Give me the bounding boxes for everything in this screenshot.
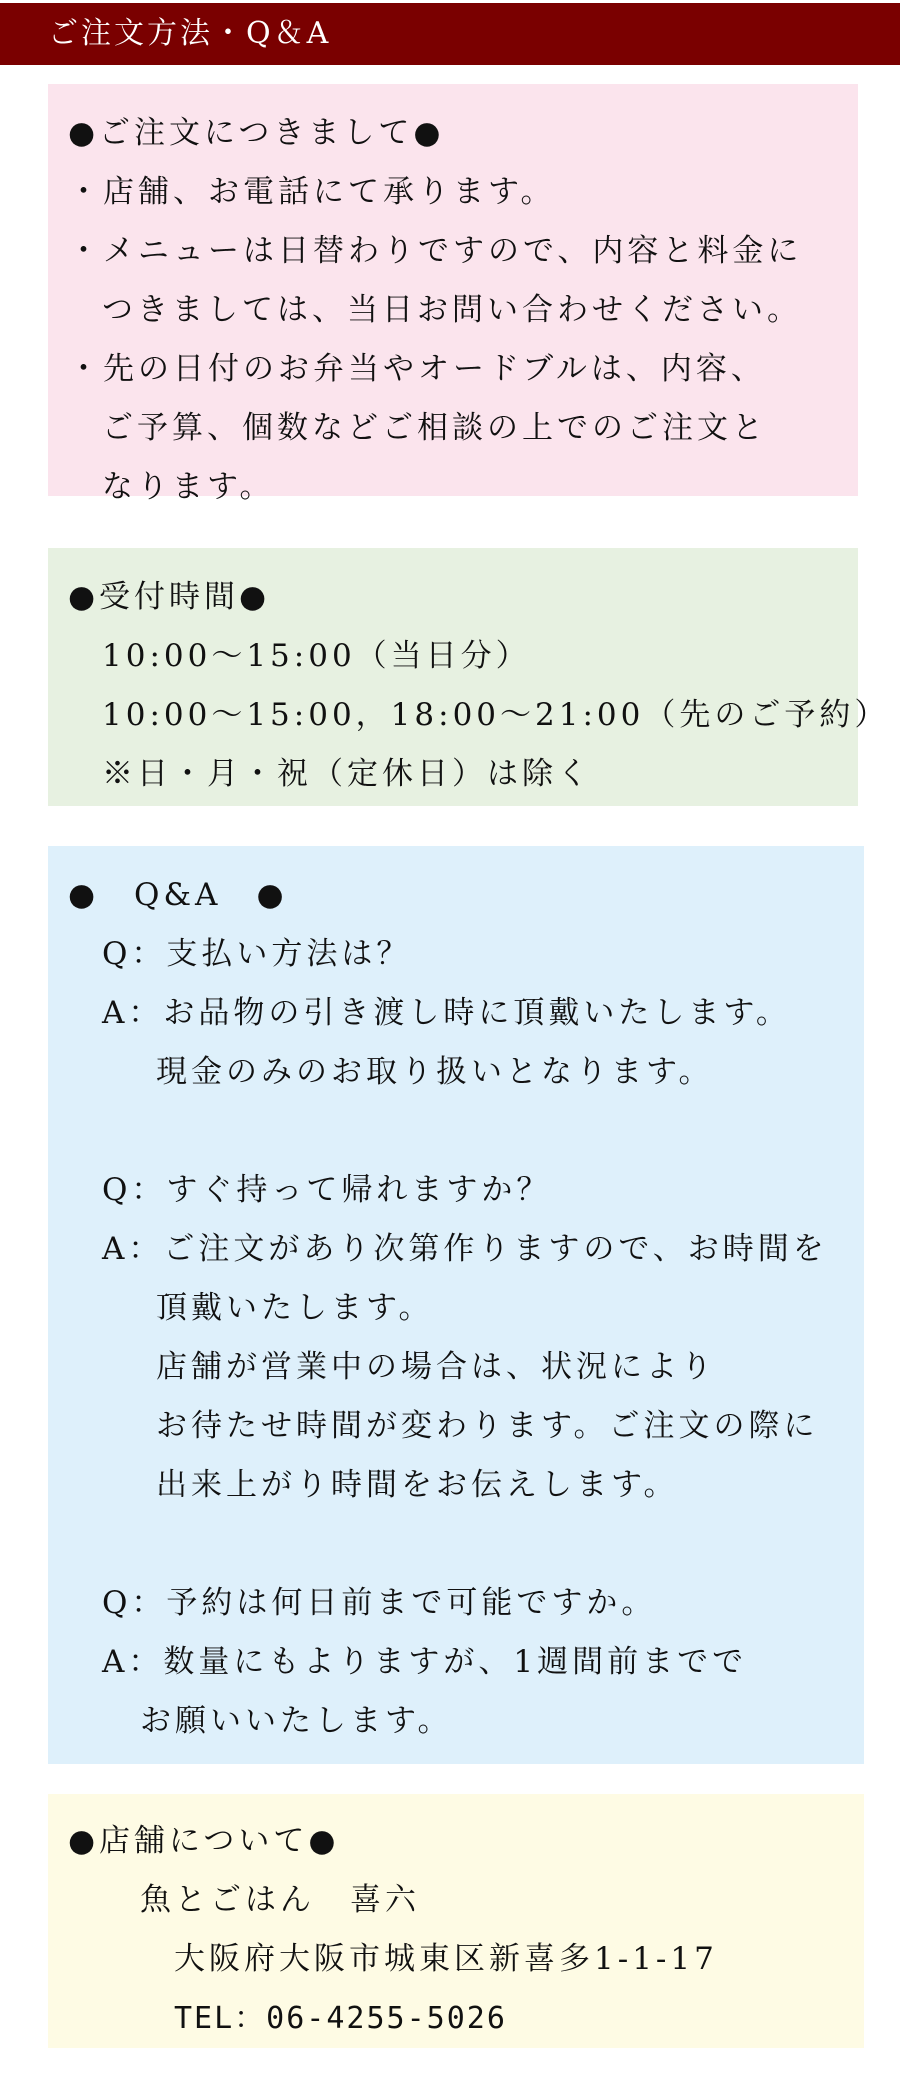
hours-line: 10:00～15:00，18:00～21:00（先のご予約） (102, 697, 890, 733)
qa-question: Q：予約は何日前まで可能ですか。 (102, 1585, 657, 1621)
order-line: つきましては、当日お問い合わせください。 (102, 292, 802, 328)
qa-question: Q：支払い方法は？ (102, 936, 412, 972)
qa-answer: A：ご注文があり次第作りますので、お時間を (102, 1231, 828, 1267)
qa-answer-continued: 店舗が営業中の場合は、状況により (156, 1349, 716, 1385)
shop-heading: ●店舗について● (68, 1823, 340, 1859)
shop-address: 大阪府大阪市城東区新喜多1-1-17 (174, 1941, 718, 1977)
order-line: ご予算、個数などご相談の上でのご注文と (102, 410, 767, 446)
qa-answer: A：数量にもよりますが、1週間前までで (102, 1644, 748, 1680)
order-line: ・メニューは日替わりですので、内容と料金に (68, 233, 803, 269)
page-title: ご注文方法・Q＆A (48, 16, 332, 51)
order-info-section (48, 84, 858, 505)
qa-heading: ● Q&A ● (68, 877, 288, 913)
reception-hours-section (48, 548, 890, 806)
qa-section (48, 846, 864, 1764)
qa-answer-continued: 出来上がり時間をお伝えします。 (156, 1467, 679, 1503)
spacer (68, 1102, 864, 1161)
qa-answer-continued: 頂戴いたします。 (156, 1290, 434, 1326)
qa-answer-continued: お待たせ時間が変わります。ご注文の際に (156, 1408, 819, 1444)
order-line: ・先の日付のお弁当やオードブルは、内容、 (68, 351, 766, 387)
spacer (68, 1515, 864, 1574)
shop-tel: TEL：06-4255-5026 (174, 2001, 507, 2036)
qa-answer-continued: お願いいたします。 (140, 1703, 453, 1739)
order-line: なります。 (102, 469, 275, 505)
shop-name: 魚とごはん 喜六 (140, 1882, 420, 1918)
qa-question: Q：すぐ持って帰れますか？ (102, 1172, 552, 1208)
hours-line: ※日・月・祝（定休日）は除く (102, 756, 592, 792)
order-line: ・店舗、お電話にて承ります。 (68, 174, 556, 210)
hours-line: 10:00～15:00（当日分） (102, 638, 531, 674)
shop-info-section (48, 1794, 864, 2048)
qa-answer: A：お品物の引き渡し時に頂戴いたします。 (102, 995, 791, 1031)
order-heading: ●ご注文につきまして● (68, 115, 445, 151)
qa-answer-continued: 現金のみのお取り扱いとなります。 (156, 1054, 714, 1090)
hours-heading: ●受付時間● (68, 579, 271, 615)
page-title-bar (0, 3, 900, 65)
